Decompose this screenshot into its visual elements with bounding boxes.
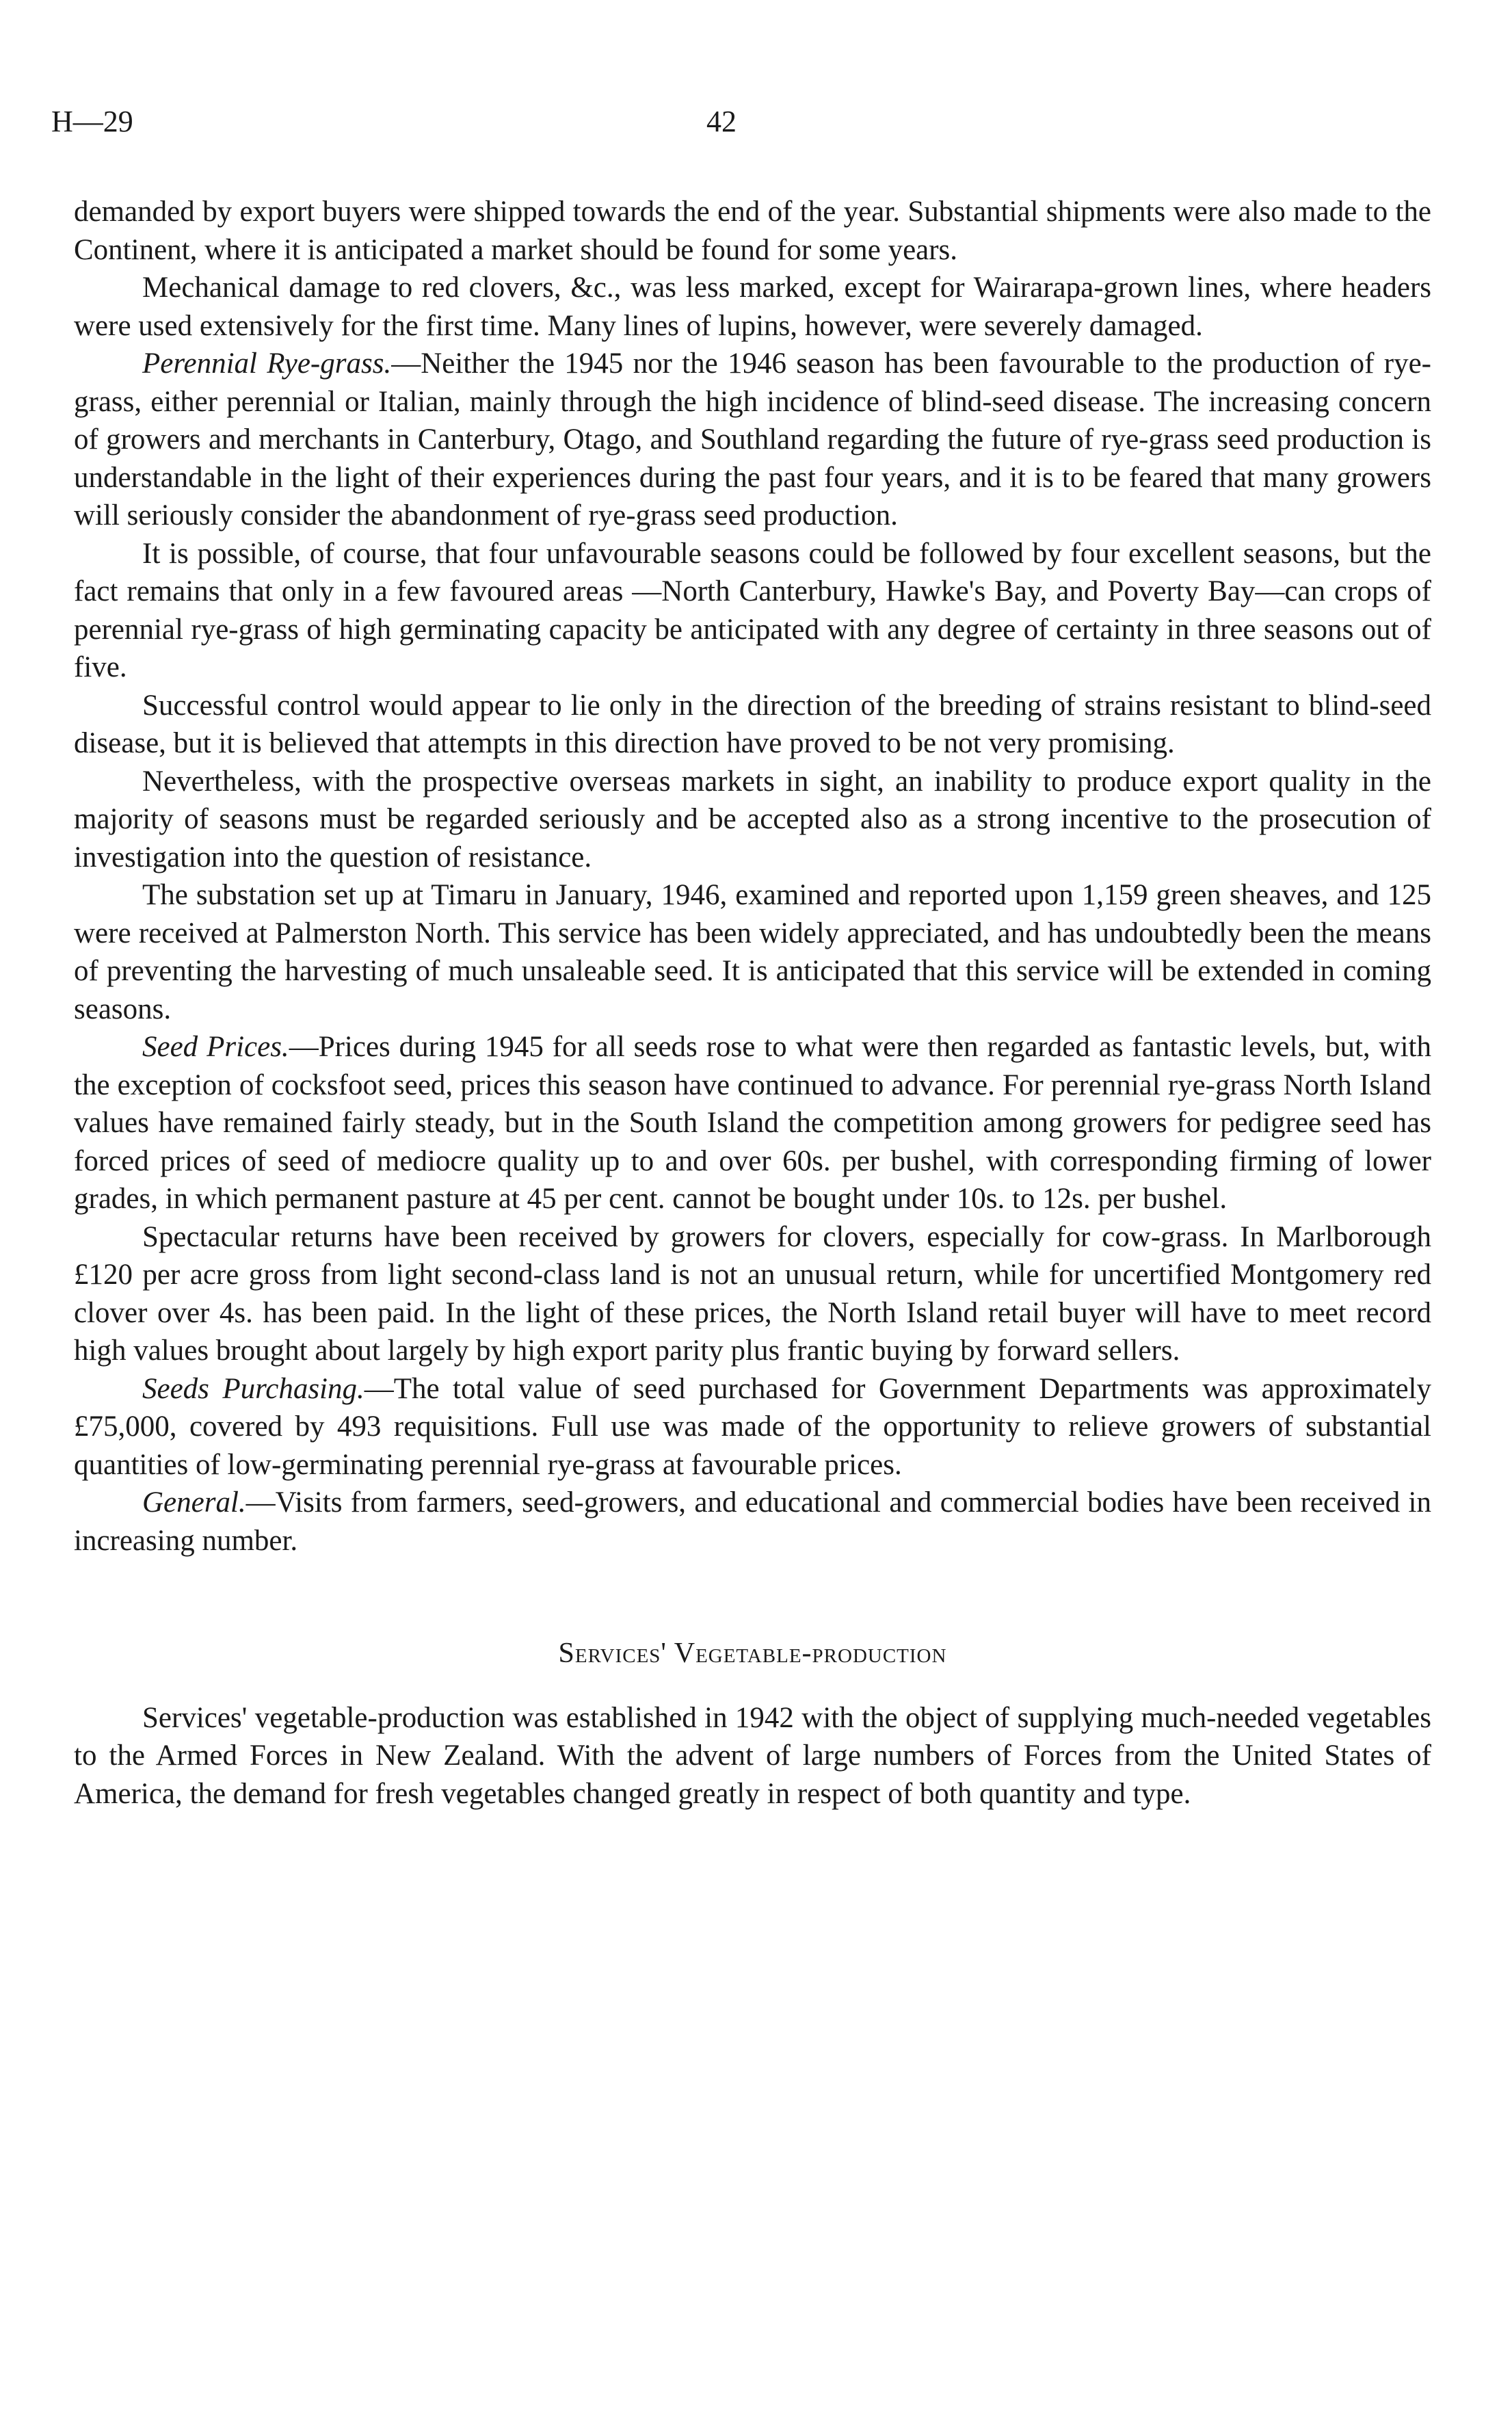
paragraph-services-vegetable-production <box>74 1699 1431 1813</box>
run-in-title: Perennial Rye-grass. <box>142 347 392 380</box>
paragraph-text: Nevertheless, with the prospective overseas markets in sight, an inability to produce export quality in the majority of seasons must be regarded seriously and be accepted also as a strong incentive to the prosecution of investigation into the question of resistance. <box>74 765 1431 874</box>
paragraph-continuation <box>74 193 1431 269</box>
paragraph-timaru-substation <box>74 876 1431 1028</box>
paragraph-text: Spectacular returns have been received by growers for clovers, especially for cow-grass. In Marlborough £120 per acre gross from light second-class land is not an unusual return, while for uncertified Montgomery red clover over 4s. has been paid. In the light of these prices, the North Island retail buyer will have to meet record high values brought about largely by high export parity plus frantic buying by forward sellers. <box>74 1220 1431 1367</box>
paragraph-text: —Visits from farmers, seed-growers, and educational and commercial bodies have been received in increasing number. <box>74 1486 1431 1557</box>
paragraph-unfavourable-seasons <box>74 535 1431 687</box>
paragraph-seed-prices <box>74 1028 1431 1218</box>
run-in-title: Seeds Purchasing. <box>142 1372 364 1405</box>
run-in-title: Seed Prices. <box>142 1031 289 1063</box>
paragraph-text: The substation set up at Timaru in January, 1946, examined and reported upon 1,159 green sheaves, and 125 were received at Palmerston North. This service has been widely appreciated, and has undoubtedly been the means of preventing the harvesting of much unsaleable seed. It is anticipated that this service will be extended in coming seasons. <box>74 879 1431 1025</box>
paragraph-text: —The total value of seed purchased for Government Departments was approximately £75,000, covered by 493 requisitions. Full use was made of the opportunity to relieve growers of substantial quantities of low-germinating perennial rye-grass at favourable prices. <box>74 1372 1431 1481</box>
run-in-title: General. <box>142 1486 246 1519</box>
report-reference: H—29 <box>51 105 133 138</box>
paragraph-text: —Neither the 1945 nor the 1946 season has been favourable to the production of rye-grass, either perennial or Italian, mainly through the high incidence of blind-seed disease. The increasing concern of growers and merchants in Canterbury, Otago, and Southland regarding the future of rye-grass seed production is understandable in the light of their experiences during the past four years, and it is to be feared that many growers will seriously consider the abandonment of rye-grass seed production. <box>74 347 1431 531</box>
body-text <box>74 193 1431 1813</box>
paragraph-text: Successful control would appear to lie only in the direction of the breeding of strains resistant to blind-seed disease, but it is believed that attempts in this direction have proved to be not very promising. <box>74 689 1431 759</box>
paragraph-seeds-purchasing <box>74 1370 1431 1484</box>
running-header <box>51 104 1446 145</box>
paragraph-text: It is possible, of course, that four unfavourable seasons could be followed by four excellent seasons, but the fact remains that only in a few favoured areas —North Canterbury, Hawke's Bay, and Poverty Bay—can crops of perennial rye-grass of high germinating capacity be anticipated with any degree of certainty in three seasons out of five. <box>74 537 1431 683</box>
paragraph-text: Services' vegetable-production was established in 1942 with the object of supplying much-needed vegetables to the Armed Forces in New Zealand. With the advent of large numbers of Forces from the United States of America, the demand for fresh vegetables changed greatly in respect of both quantity and type. <box>74 1701 1431 1810</box>
paragraph-mechanical-damage <box>74 269 1431 345</box>
paragraph-successful-control <box>74 687 1431 763</box>
paragraph-text: Mechanical damage to red clovers, &c., was less marked, except for Wairarapa-grown lines, where headers were used extensively for the first time. Many lines of lupins, however, were severely damaged. <box>74 272 1431 342</box>
paragraph-spectacular-returns <box>74 1218 1431 1370</box>
paragraph-nevertheless <box>74 763 1431 877</box>
paragraph-text: —Prices during 1945 for all seeds rose to what were then regarded as fantastic levels, but, with the exception of cocksfoot seed, prices this season have continued to advance. For perennial rye-grass North Island values have remained fairly steady, but in the South Island the competition among growers for pedigree seed has forced prices of seed of mediocre quality up to and over 60s. per bushel, with corresponding firming of lower grades, in which permanent pasture at 45 per cent. cannot be bought under 10s. to 12s. per bushel. <box>74 1031 1431 1215</box>
paragraph-text: demanded by export buyers were shipped towards the end of the year. Substantial shipments were also made to the Continent, where it is anticipated a market should be found for some years. <box>74 196 1431 266</box>
paragraph-perennial-rye-grass <box>74 345 1431 535</box>
section-heading: Services' Vegetable-production <box>558 1638 947 1669</box>
paragraph-general <box>74 1484 1431 1560</box>
page-number: 42 <box>706 105 737 138</box>
